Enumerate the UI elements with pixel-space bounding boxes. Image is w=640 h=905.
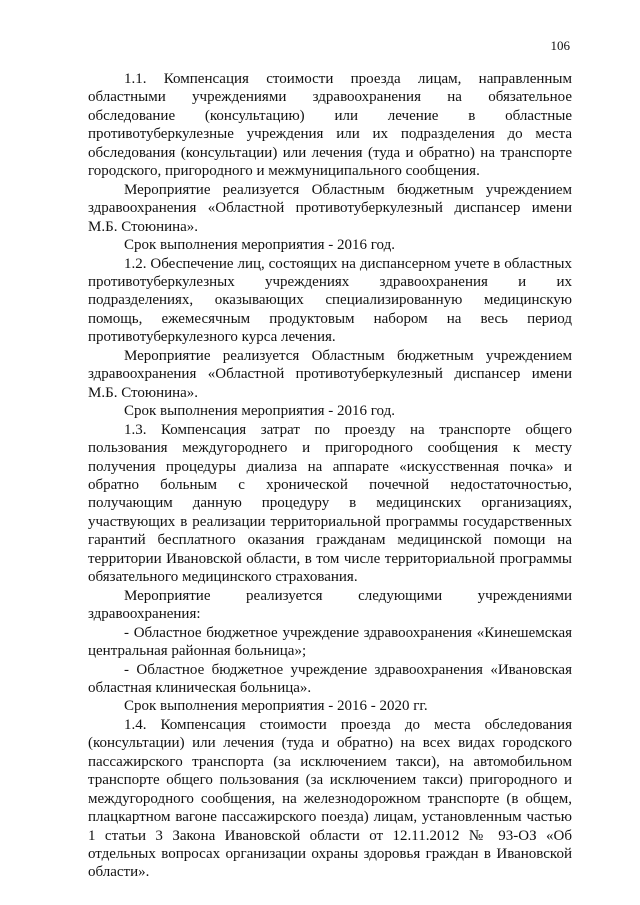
paragraph-deadline-1-1: Срок выполнения мероприятия - 2016 год.: [124, 237, 395, 254]
paragraph-1-4-compensation-travel: 1.4. Компенсация стоимости проезда до места обследования (консультации) или лечения (туда и обратно) на всех видах городского пассажирского транспорта (за исключением такси), на автомобильном транспорте общего пользования (за исключением такси) пригородного и междугородного сообщения, на железнодорожном транспорте (в общем, плацкартном вагоне пассажирского поезда) лицам, установленным частью 1 статьи 3 Закона Ивановской области от 12.11.2012 № 93-ОЗ «Об отдельных вопросах организации охраны здоровья граждан в Ивановской области».: [88, 716, 572, 881]
page-number: 106: [550, 38, 570, 53]
paragraph-implementer-1-1: Мероприятие реализуется Областным бюджетным учреждением здравоохранения «Областной противотуберкулезный диспансер имени М.Б. Стоюнина».: [88, 181, 572, 235]
paragraph-deadline-1-3: Срок выполнения мероприятия - 2016 - 2020 гг.: [124, 698, 428, 715]
paragraph-implementer-ivanovo: - Областное бюджетное учреждение здравоохранения «Ивановская областная клиническая больница».: [88, 661, 572, 696]
paragraph-1-1-compensation-travel: 1.1. Компенсация стоимости проезда лицам, направленным областными учреждениями здравоохранения на обязательное обследование (консультацию) или лечение в областные противотуберкулезные учреждения или их подразделения до места обследования (консультации) или лечения (туда и обратно) на транспорте городского, пригородного и межмуниципального сообщения.: [88, 71, 572, 180]
document-body: [88, 70, 572, 882]
paragraph-1-2-food-set: 1.2. Обеспечение лиц, состоящих на диспансерном учете в областных противотуберкулезных учреждениях здравоохранения и их подразделениях, оказывающих специализированную медицинскую помощь, ежемесячным продуктовым набором на весь период противотуберкулезного курса лечения.: [88, 255, 572, 346]
paragraph-1-3-dialysis-travel: 1.3. Компенсация затрат по проезду на транспорте общего пользования междугороднего и пригородного сообщения к месту получения процедуры диализа на аппарате «искусственная почка» и обратно больным с хронической почечной недостаточностью, получающим данную процедуру в медицинских организациях, участвующих в реализации территориальной программы государственных гарантий бесплатного оказания гражданам медицинской помощи на территории Ивановской области, в том числе территориальной программы обязательного медицинского страхования.: [88, 421, 572, 586]
paragraph-deadline-1-2: Срок выполнения мероприятия - 2016 год.: [124, 403, 395, 420]
paragraph-implementers-1-3: Мероприятие реализуется следующими учреждениями здравоохранения:: [88, 587, 572, 623]
paragraph-implementer-1-2: Мероприятие реализуется Областным бюджетным учреждением здравоохранения «Областной противотуберкулезный диспансер имени М.Б. Стоюнина».: [88, 347, 572, 401]
paragraph-implementer-kineshma: - Областное бюджетное учреждение здравоохранения «Кинешемская центральная районная больница»;: [88, 624, 572, 660]
